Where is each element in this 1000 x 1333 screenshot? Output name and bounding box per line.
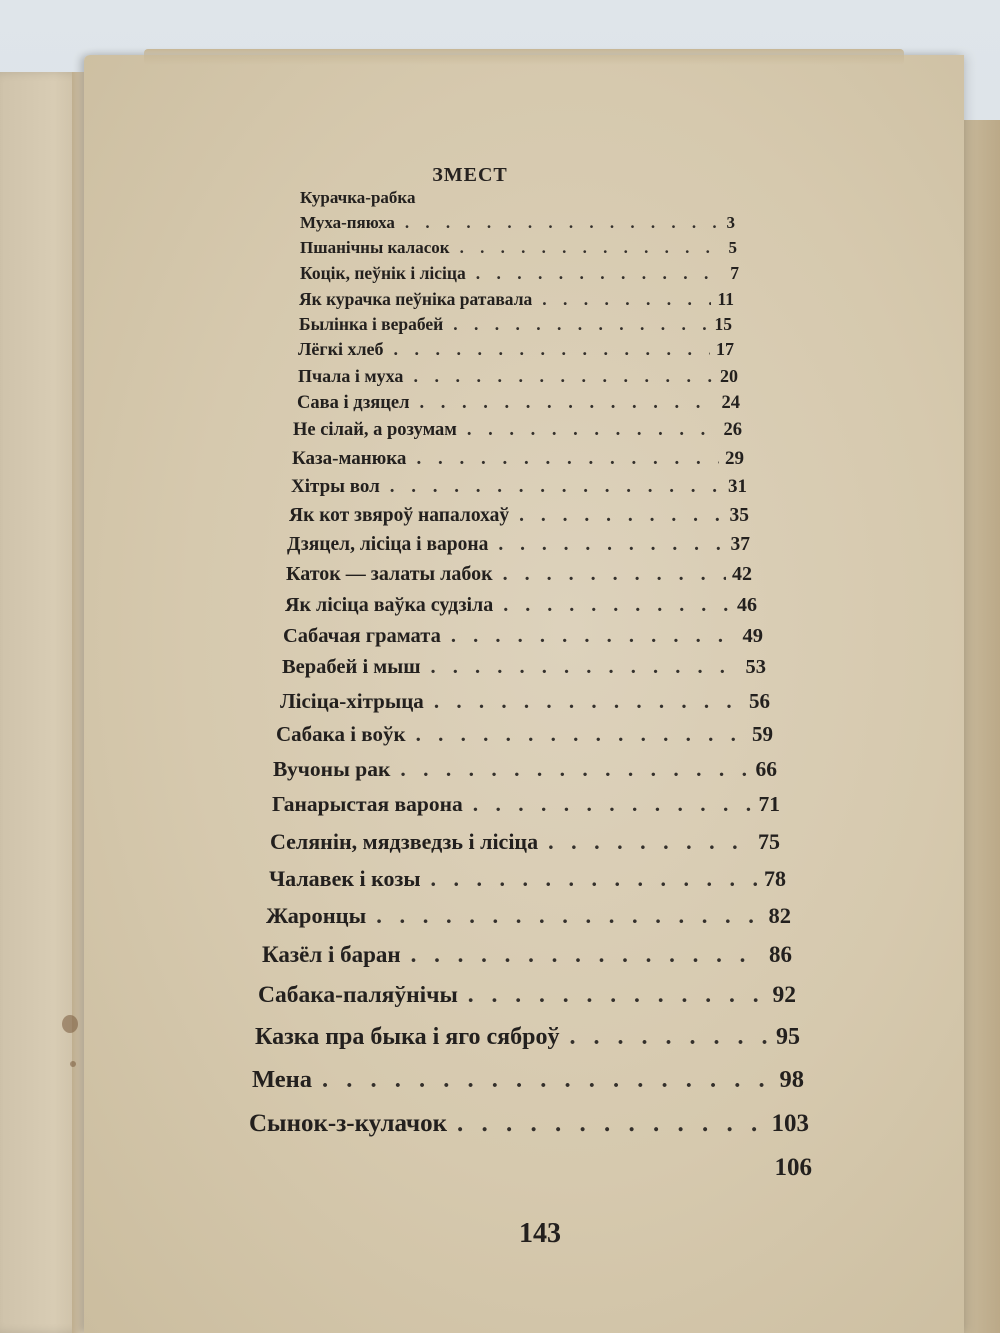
toc-entry-page: 3 (726, 213, 735, 232)
toc-entry-page: 7 (730, 263, 739, 283)
toc-leader-dots (519, 505, 723, 527)
toc-leader-dots (411, 942, 763, 968)
toc-leader-dots (473, 792, 753, 817)
toc-entry-title: Казка пра быка і яго сяброў (255, 1024, 560, 1050)
toc-entry (270, 829, 780, 855)
toc-entry-page: 37 (730, 534, 750, 555)
toc-entry-title: Як кот звяроў напалохаў (289, 505, 510, 526)
toc-entry-title: Курачка-рабка (300, 188, 416, 207)
toc-entry-page: 59 (752, 722, 773, 746)
toc-leader-dots (503, 563, 726, 586)
toc-entry-title: Хітры вол (291, 476, 380, 497)
toc-entry (300, 238, 737, 258)
toc-leader-dots (460, 238, 723, 258)
toc-entry (298, 339, 734, 360)
toc-entry (285, 594, 757, 617)
toc-entry-title: Пшанічны каласок (300, 238, 450, 257)
toc-entry-page: 106 (774, 1154, 812, 1181)
toc-entry-title: Лісіца-хітрыца (280, 689, 424, 713)
toc-leader-dots (322, 1066, 773, 1094)
toc-entry-page: 86 (769, 942, 792, 967)
toc-entry (299, 289, 734, 310)
toc-entry-page: 71 (758, 792, 780, 816)
toc-leader-dots (394, 339, 710, 360)
toc-leader-dots (542, 289, 711, 310)
toc-leader-dots (420, 393, 716, 414)
toc-entry-title: Жаронцы (266, 903, 367, 928)
toc-entry-title: Як лісіца ваўка судзіла (285, 594, 494, 616)
toc-entry-page: 24 (721, 393, 740, 413)
toc-leader-dots (431, 656, 740, 679)
toc-leader-dots (503, 594, 731, 617)
toc-entry-title: Каза-манюка (292, 448, 407, 469)
toc-entry (269, 866, 786, 892)
toc-entry (282, 656, 766, 679)
toc-leader-dots (457, 1110, 765, 1138)
toc-entry-title: Былінка і верабей (299, 314, 444, 334)
toc-leader-dots (468, 982, 767, 1009)
toc-entry-title: Чалавек і козы (269, 866, 421, 891)
toc-leader-dots (431, 866, 758, 892)
toc-entry-title: Сабачая грамата (283, 625, 441, 647)
toc-entry-page: 5 (728, 238, 737, 257)
toc-entry-page: 75 (758, 829, 780, 854)
toc-entry (289, 505, 749, 527)
toc-leader-dots (416, 722, 746, 747)
toc-entry-page: 98 (779, 1066, 804, 1093)
toc-entry (287, 534, 750, 556)
toc-entry-title: Сабака і воўк (276, 722, 406, 746)
toc-entry-title: Як курачка пеўніка ратавала (299, 289, 533, 309)
toc-entry-title: Сынок-з-кулачок (249, 1110, 448, 1137)
toc-entry-title: Сава і дзяцел (297, 393, 410, 413)
toc-leader-dots (548, 829, 752, 855)
toc-entry-title: Лёгкі хлеб (298, 339, 384, 359)
toc-entry (286, 563, 752, 586)
toc-entry-title: Сабака-паляўнічы (258, 982, 458, 1008)
toc-entry (266, 903, 791, 929)
toc-leader-dots (405, 213, 721, 233)
toc-entry-page: 66 (755, 757, 777, 781)
toc-entry-title: Ганарыстая варона (272, 792, 463, 816)
toc-entry-page: 103 (771, 1110, 809, 1137)
toc-entry-page: 11 (717, 289, 734, 309)
toc-entry-page: 49 (742, 625, 763, 647)
toc-entry (300, 263, 739, 284)
toc-leader-dots (467, 420, 718, 441)
page-number: 143 (519, 1218, 561, 1249)
toc-entry (298, 366, 738, 387)
toc-entry-page: 56 (749, 689, 770, 713)
toc-entry-page: 20 (720, 366, 738, 386)
toc-leader-dots (451, 625, 737, 648)
toc-title: ЗМЕСТ (432, 164, 508, 186)
toc-entry-title: Вучоны рак (273, 757, 391, 781)
toc-leader-dots (498, 534, 724, 556)
toc-leader-dots (413, 366, 714, 387)
toc-entry-page: 29 (725, 448, 744, 469)
toc-entry-title: Селянін, мядзведзь і лісіца (270, 829, 539, 854)
toc-entry-title: Каток — залаты лабок (286, 563, 493, 585)
toc-entry-page: 42 (732, 563, 752, 585)
toc-entry (273, 757, 777, 782)
toc-entry (297, 393, 740, 414)
toc-leader-dots (400, 757, 749, 782)
toc-entry-title: Муха-пяюха (300, 213, 395, 232)
toc-entry (299, 314, 732, 335)
toc-leader-dots (570, 1024, 770, 1051)
toc-leader-dots (476, 263, 725, 284)
toc-entry-title: Дзяцел, лісіца і варона (287, 534, 489, 555)
toc-entry-page: 92 (772, 982, 796, 1008)
toc-leader-dots (390, 476, 722, 498)
toc-entry-title: Пчала і муха (298, 366, 404, 386)
toc-entry (272, 792, 780, 817)
toc-entry (300, 213, 735, 233)
toc-entry-page: 78 (764, 866, 786, 891)
toc-entry-page: 53 (745, 656, 766, 678)
toc-entry (280, 689, 770, 714)
toc-entry (262, 942, 792, 968)
toc-entry (252, 1066, 804, 1094)
toc-entry (292, 448, 744, 470)
toc-entry (255, 1024, 800, 1051)
toc-entry (740, 1154, 812, 1182)
toc-entry-title: Коцік, пеўнік і лісіца (300, 263, 466, 283)
toc-entry-page: 26 (723, 420, 742, 440)
toc-entry-title: Казёл і баран (262, 942, 401, 967)
toc-entry-title: Верабей і мыш (282, 656, 421, 678)
toc-entry (293, 420, 742, 441)
toc-leader-dots (434, 689, 743, 714)
toc-entry (283, 625, 763, 648)
toc-entry (291, 476, 747, 498)
toc-entry-page: 35 (729, 505, 749, 526)
toc-entry (258, 982, 796, 1009)
toc-leader-dots (376, 903, 762, 929)
toc-entry-page: 95 (776, 1024, 800, 1050)
toc-entry-title: Мена (252, 1066, 313, 1093)
toc-entry-page: 82 (768, 903, 791, 928)
toc-entry (300, 188, 710, 208)
toc-leader-dots (453, 314, 708, 335)
toc-entry (276, 722, 773, 747)
toc-entry-page: 46 (737, 594, 757, 616)
toc-leader-dots (416, 448, 719, 470)
toc-entry-page: 15 (714, 314, 732, 334)
toc-entry-title: Не сілай, а розумам (293, 420, 457, 440)
toc-entry-page: 31 (728, 476, 747, 497)
toc-entry-page: 17 (716, 339, 734, 359)
toc-entry (249, 1110, 809, 1138)
